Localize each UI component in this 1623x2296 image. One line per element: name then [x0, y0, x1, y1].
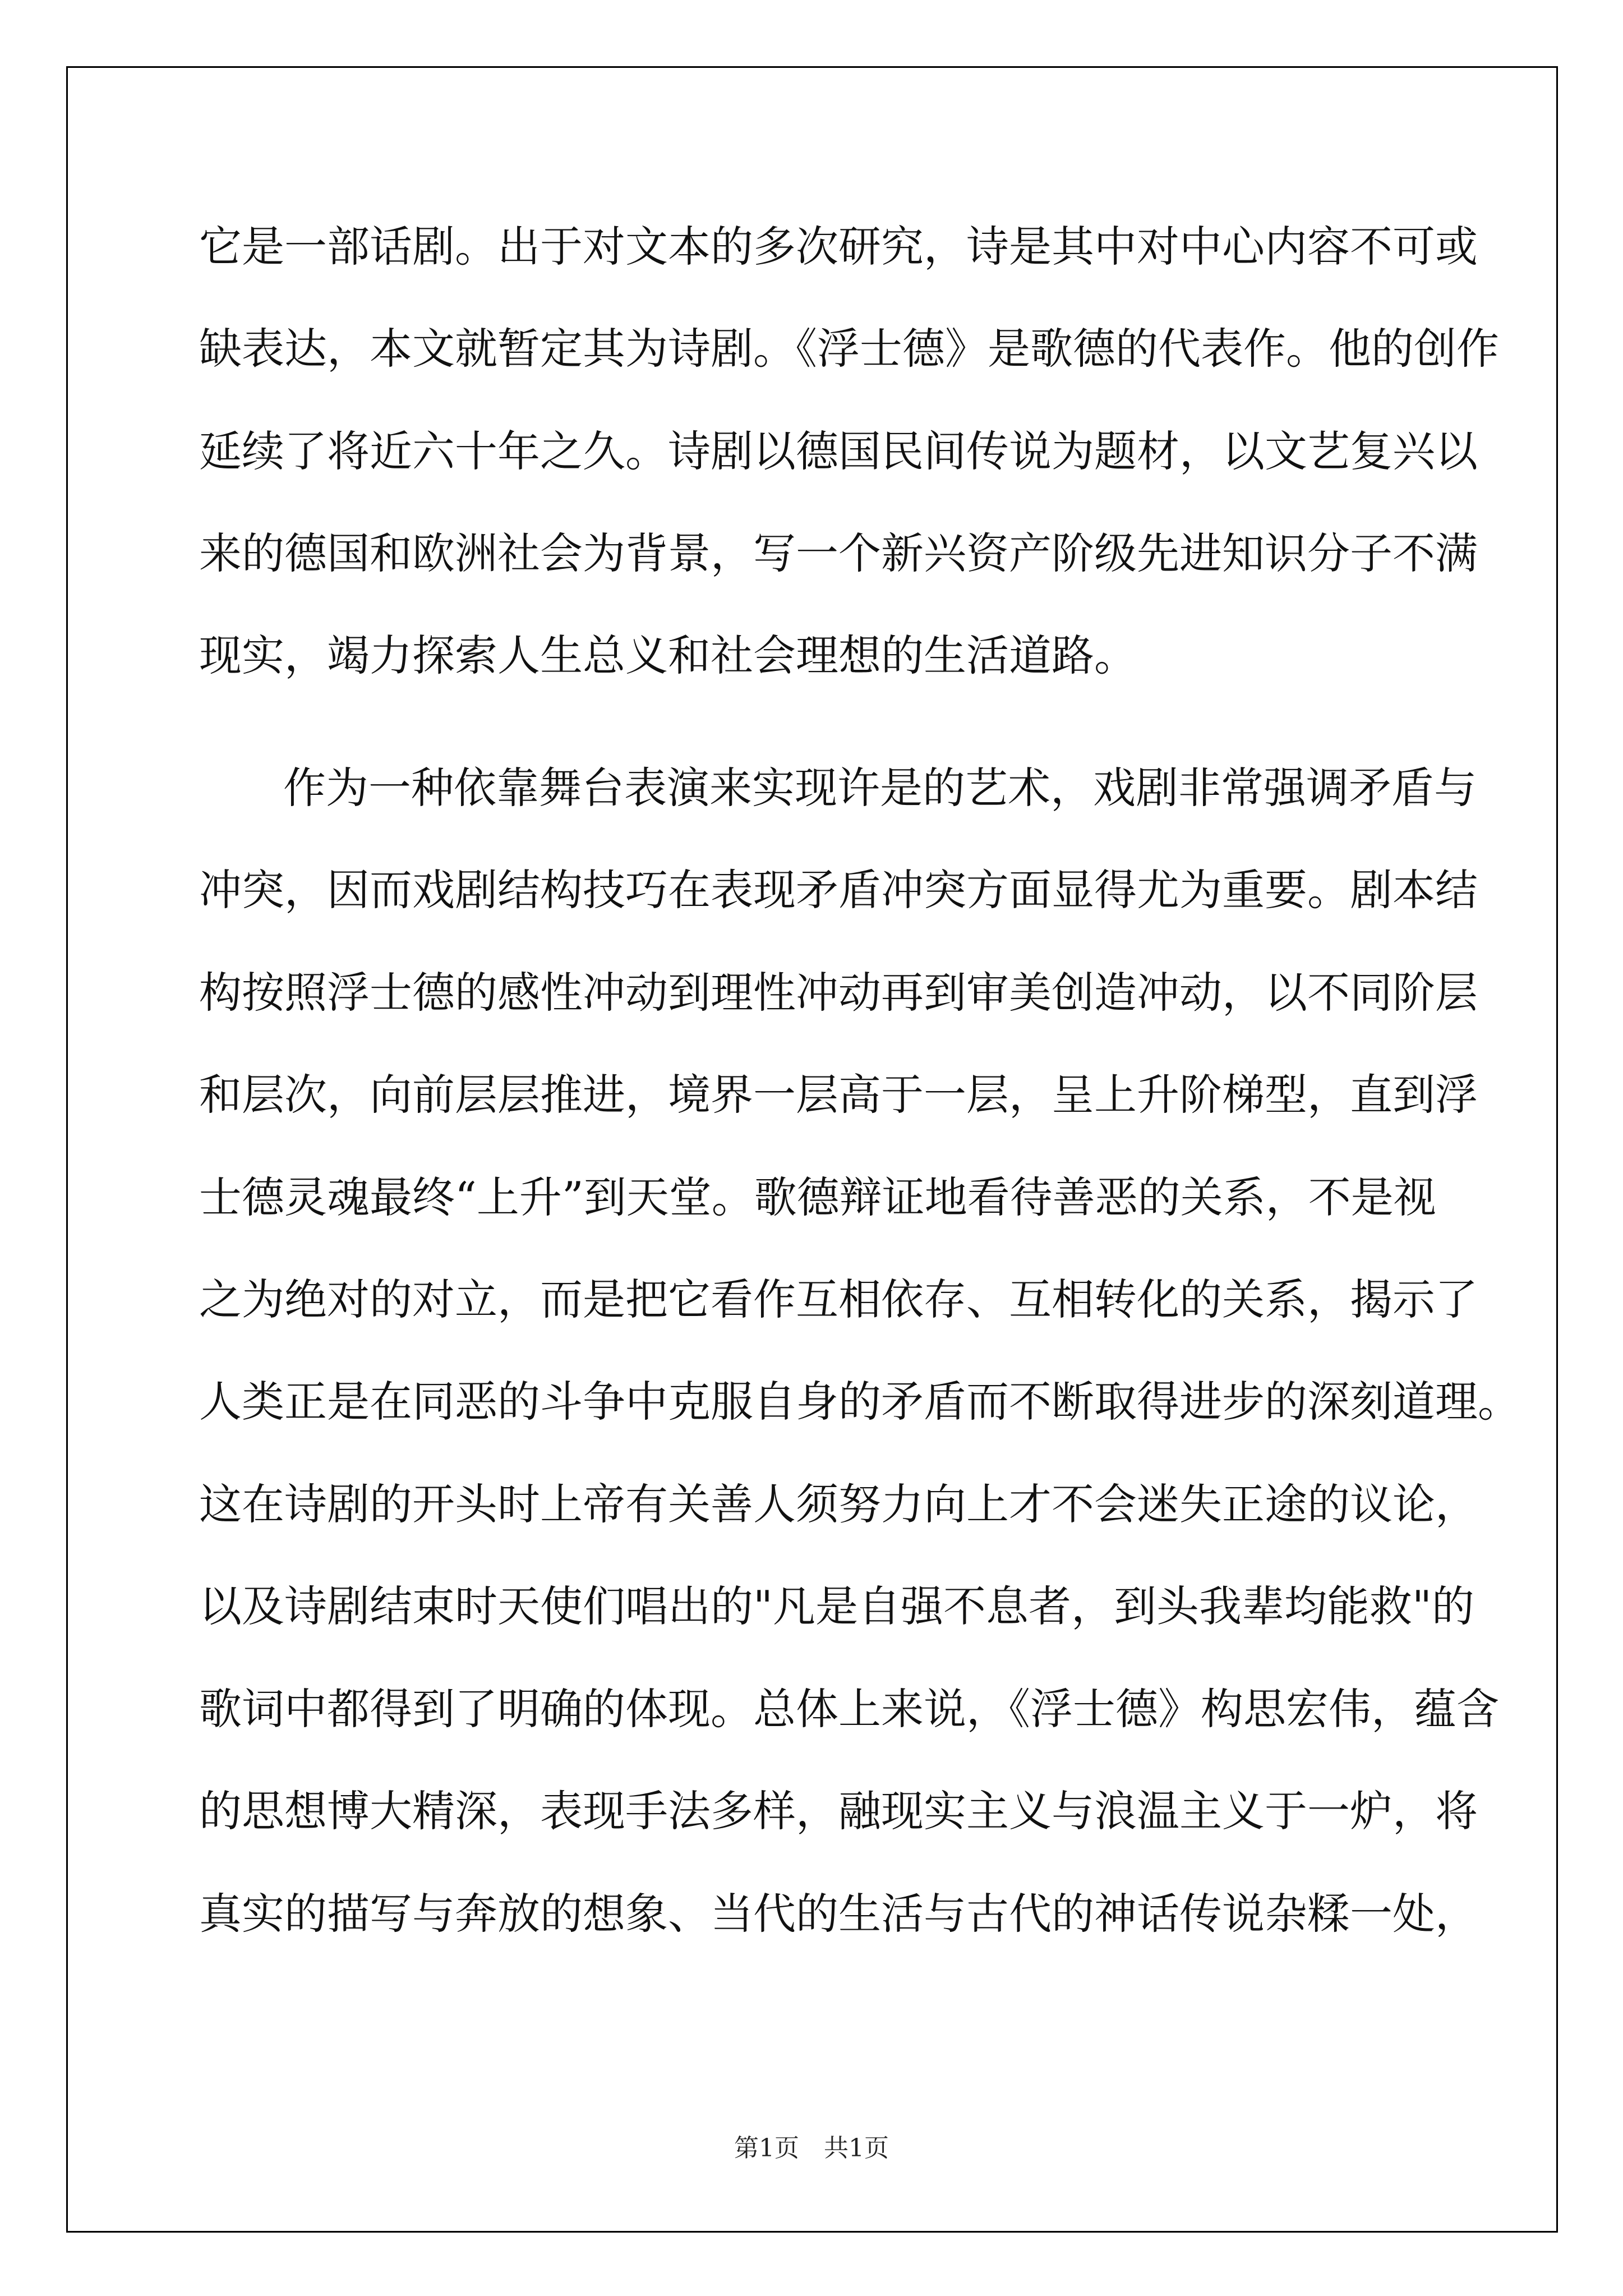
text-line-9: 和层次，向前层层推进，境界一层高于一层，呈上升阶梯型，直到浮 [199, 1070, 1478, 1120]
text-line-16: 的思想博大精深，表现手法多样，融现实主义与浪温主义于一炉，将 [199, 1786, 1478, 1836]
text-line-1: 它是一部话剧。出于对文本的多次研究，诗是其中对中心内容不可或 [199, 222, 1478, 272]
text-line-11: 之为绝对的对立，而是把它看作互相依存、互相转化的关系，揭示了 [199, 1274, 1478, 1324]
page-footer: 第1页 共1页 [734, 2134, 889, 2162]
text-line-12: 人类正是在同恶的斗争中克服自身的矛盾而不断取得进步的深刻道理。 [199, 1377, 1520, 1427]
text-line-8: 构按照浮士德的感性冲动到理性冲动再到审美创造冲动，以不同阶层 [199, 968, 1478, 1018]
text-line-6: 作为一种依靠舞台表演来实现许是的艺术，戏剧非常强调矛盾与 [283, 763, 1477, 813]
text-line-2: 缺表达，本文就暂定其为诗剧。《浮士德》是歌德的代表作。他的创作 [199, 324, 1499, 374]
text-line-3: 延续了将近六十年之久。诗剧以德国民间传说为题材，以文艺复兴以 [199, 426, 1478, 476]
text-line-17: 真实的描写与奔放的想象、当代的生活与古代的神话传说杂糅一处， [199, 1889, 1478, 1939]
text-line-13: 这在诗剧的开头时上帝有关善人须努力向上才不会迷失正途的议论， [199, 1479, 1478, 1529]
text-line-4: 来的德国和欧洲社会为背景，写一个新兴资产阶级先进知识分子不满 [199, 528, 1478, 578]
text-line-5: 现实，竭力探索人生总义和社会理想的生活道路。 [199, 631, 1137, 680]
text-line-10: 士德灵魂最终“上升”到天堂。歌德辩证地看待善恶的关系，不是视 [199, 1172, 1436, 1222]
text-line-15: 歌词中都得到了明确的体现。总体上来说，《浮士德》构思宏伟，蕴含 [199, 1684, 1499, 1734]
text-line-7: 冲突，因而戏剧结构技巧在表现矛盾冲突方面显得尤为重要。剧本结 [199, 865, 1478, 915]
text-line-14: 以及诗剧结束时天使们唱出的"凡是自强不息者，到头我辈均能救"的 [199, 1581, 1474, 1631]
